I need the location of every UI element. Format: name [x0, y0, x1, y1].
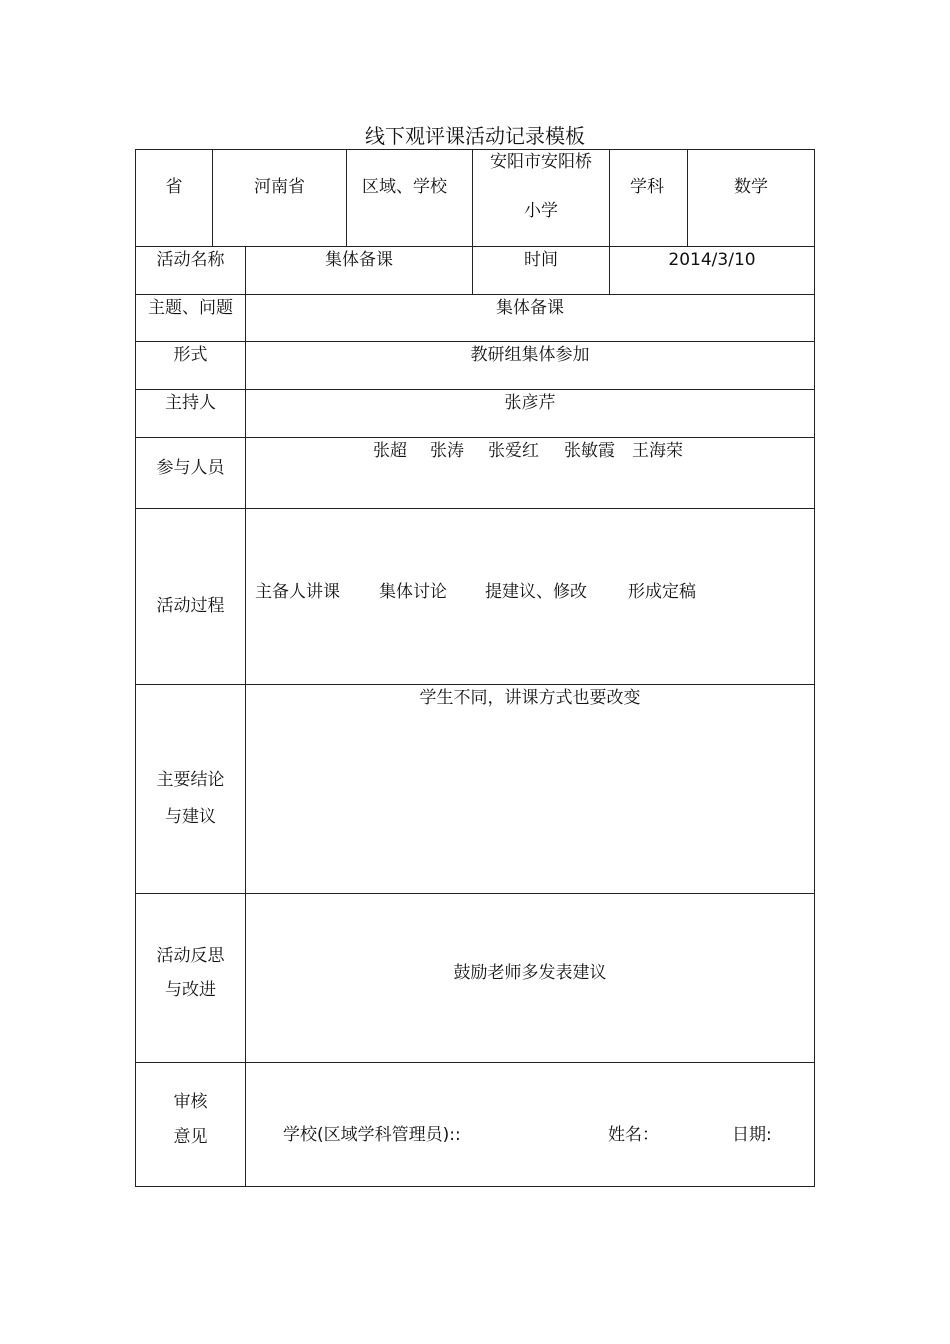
review-school-admin: 学校(区域学科管理员):: [283, 1125, 461, 1145]
host-value: 张彦芹 [504, 393, 556, 413]
review-name: 姓名： [608, 1125, 659, 1145]
participant-name: 张超 [373, 441, 407, 461]
time-label: 时间 [524, 250, 558, 270]
conclusion-label-line1: 主要结论 [156, 770, 225, 790]
subject-label: 学科 [630, 177, 664, 197]
process-step: 主备人讲课 [255, 582, 340, 602]
conclusion-label-line2: 与建议 [165, 807, 216, 827]
reflection-label-line2: 与改进 [165, 980, 216, 1000]
school-name-line1: 安阳市安阳桥 [490, 152, 592, 172]
province-value: 河南省 [254, 177, 305, 197]
subject-value: 数学 [734, 177, 768, 197]
time-value: 2014/3/10 [668, 250, 756, 270]
province-label: 省 [165, 177, 183, 197]
conclusion-value: 学生不同，讲课方式也要改变 [419, 688, 641, 708]
region-school-label: 区域、学校 [362, 177, 447, 197]
form-type-label: 形式 [173, 345, 208, 365]
topic-label: 主题、问题 [148, 298, 233, 318]
reflection-value: 鼓励老师多发表建议 [453, 963, 607, 983]
process-step: 集体讨论 [379, 582, 447, 602]
participant-name: 张爱红 [488, 441, 539, 461]
process-step: 形成定稿 [628, 582, 696, 602]
process-label: 活动过程 [156, 596, 225, 616]
topic-value: 集体备课 [496, 298, 564, 318]
participant-name: 张敏霞 [564, 441, 615, 461]
host-label: 主持人 [165, 393, 216, 413]
school-name-line2: 小学 [524, 201, 558, 221]
activity-name-label: 活动名称 [156, 250, 225, 270]
review-date: 日期: [732, 1125, 772, 1145]
record-form-table [135, 149, 815, 1187]
form-type-value: 教研组集体参加 [470, 345, 590, 365]
reflection-label-line1: 活动反思 [156, 946, 225, 966]
participants-label: 参与人员 [156, 458, 225, 478]
participant-name: 张涛 [430, 441, 464, 461]
activity-name-value: 集体备课 [325, 250, 393, 270]
process-step: 提建议、修改 [485, 582, 587, 602]
page-title: 线下观评课活动记录模板 [365, 124, 585, 148]
review-label-line1: 审核 [173, 1092, 208, 1112]
review-label-line2: 意见 [173, 1127, 208, 1147]
participant-name: 王海荣 [632, 441, 683, 461]
